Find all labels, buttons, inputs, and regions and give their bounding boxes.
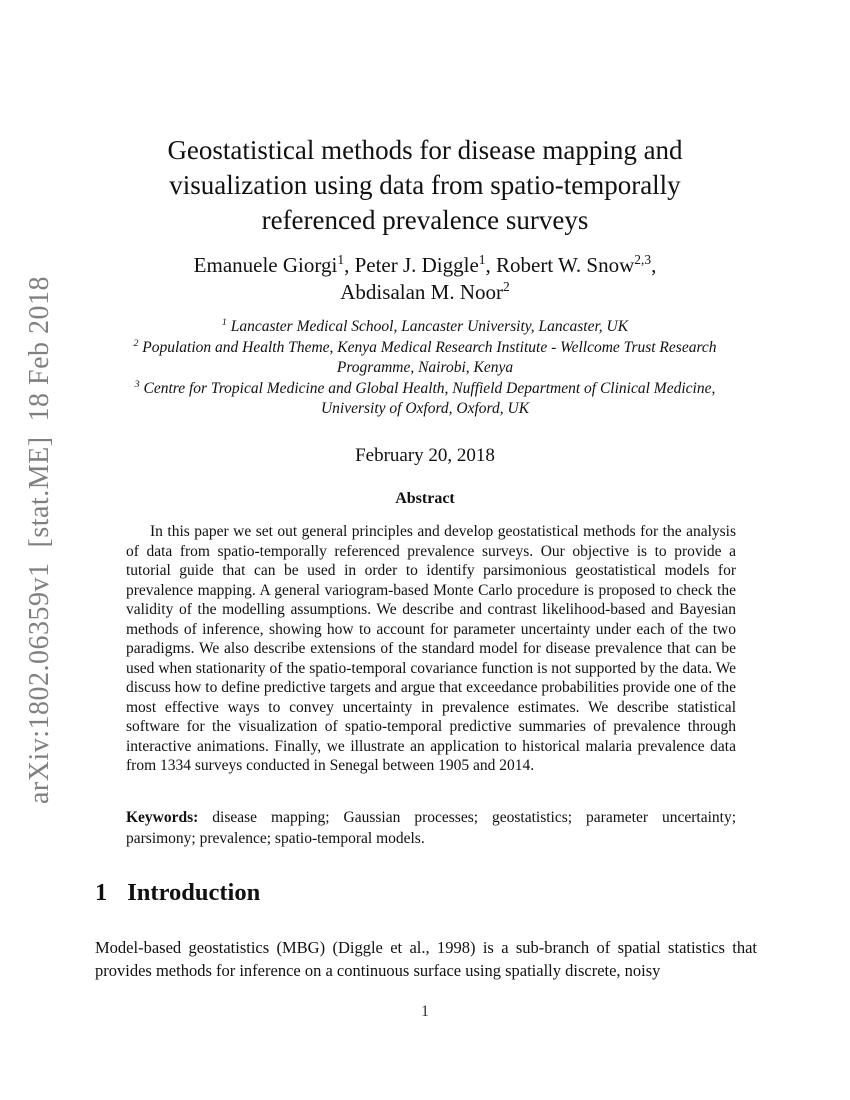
- keywords-label: Keywords:: [126, 809, 199, 826]
- section-number: 1: [95, 879, 108, 906]
- affiliation-marker: 3: [134, 378, 140, 390]
- keywords-block: [126, 807, 736, 849]
- page-number: 1: [421, 1003, 429, 1020]
- paper-title-line-2: visualization using data from spatio-temporally: [169, 170, 681, 200]
- author-line-2: Abdisalan M. Noor$^2$: [340, 279, 510, 304]
- affiliation-3: $^3$ Centre for Tropical Medicine and Global Health, Nuffield Department of Clinical Medicine, University of Oxford, Oxford, UK: [134, 378, 716, 417]
- paper-title-line-1: Geostatistical methods for disease mapping and: [167, 135, 683, 165]
- affiliation-2: $^2$ Population and Health Theme, Kenya Medical Research Institute - Wellcome Trust Research Programme, Nairobi, Kenya: [133, 337, 717, 376]
- affiliation-marker: 1: [221, 316, 227, 328]
- paper-date: February 20, 2018: [355, 445, 495, 466]
- paper-title: [0, 133, 850, 238]
- affiliations-block: [103, 317, 747, 420]
- keywords-list: disease mapping; Gaussian processes; geostatistics; parameter uncertainty; parsimony; prevalence; spatio-temporal models.: [126, 809, 736, 847]
- author-affil-superscript: 1: [337, 252, 345, 267]
- abstract-text: [126, 522, 736, 776]
- affiliation-1: $^1$ Lancaster Medical School, Lancaster University, Lancaster, UK: [221, 316, 629, 335]
- abstract-heading: Abstract: [395, 490, 455, 507]
- section-heading-introduction: [95, 879, 260, 907]
- abstract-paragraph: In this paper we set out general principles and develop geostatistical methods for the analysis of data from spatio-temporally referenced prevalence surveys. Our objective is to provide a tutorial guide that can be used in order to identify parsimonious geostatistical models for prevalence mapping. A general variogram-based Monte Carlo procedure is proposed to check the validity of the modelling assumptions. We describe and contrast likelihood-based and Bayesian methods of inference, showing how to account for parameter uncertainty under each of the two paradigms. We also describe extensions of the standard model for disease prevalence that can be used when stationarity of the spatio-temporal covariance function is not supported by the data. We discuss how to define predictive targets and argue that exceedance probabilities provide one of the most effective ways to convey uncertainty in prevalence estimates. We describe statistical software for the visualization of spatio-temporal predictive summaries of prevalence through interactive animations. Finally, we illustrate an application to historical malaria prevalence data from 1334 surveys conducted in Senegal between 1905 and 2014.: [126, 523, 736, 774]
- authors-block: [0, 252, 850, 306]
- author-affil-superscript: 1: [478, 252, 486, 267]
- paper-title-line-3: referenced prevalence surveys: [261, 205, 589, 235]
- section-title: Introduction: [127, 879, 261, 906]
- introduction-paragraph: Model-based geostatistics (MBG) (Diggle et al., 1998) is a sub-branch of spatial statistics that provides methods for inference on a continuous surface using spatially discrete, noisy: [95, 938, 757, 980]
- introduction-text: [95, 936, 757, 982]
- author-affil-superscript: 2,3: [634, 252, 652, 267]
- affiliation-marker: 2: [133, 337, 139, 349]
- arxiv-watermark: arXiv:1802.06359v1 [stat.ME] 18 Feb 2018: [24, 275, 55, 805]
- author-affil-superscript: 2: [503, 279, 510, 294]
- author-line-1: Emanuele Giorgi$^1$, Peter J. Diggle$^1$, Robert W. Snow$^{2,3}$,: [193, 252, 657, 277]
